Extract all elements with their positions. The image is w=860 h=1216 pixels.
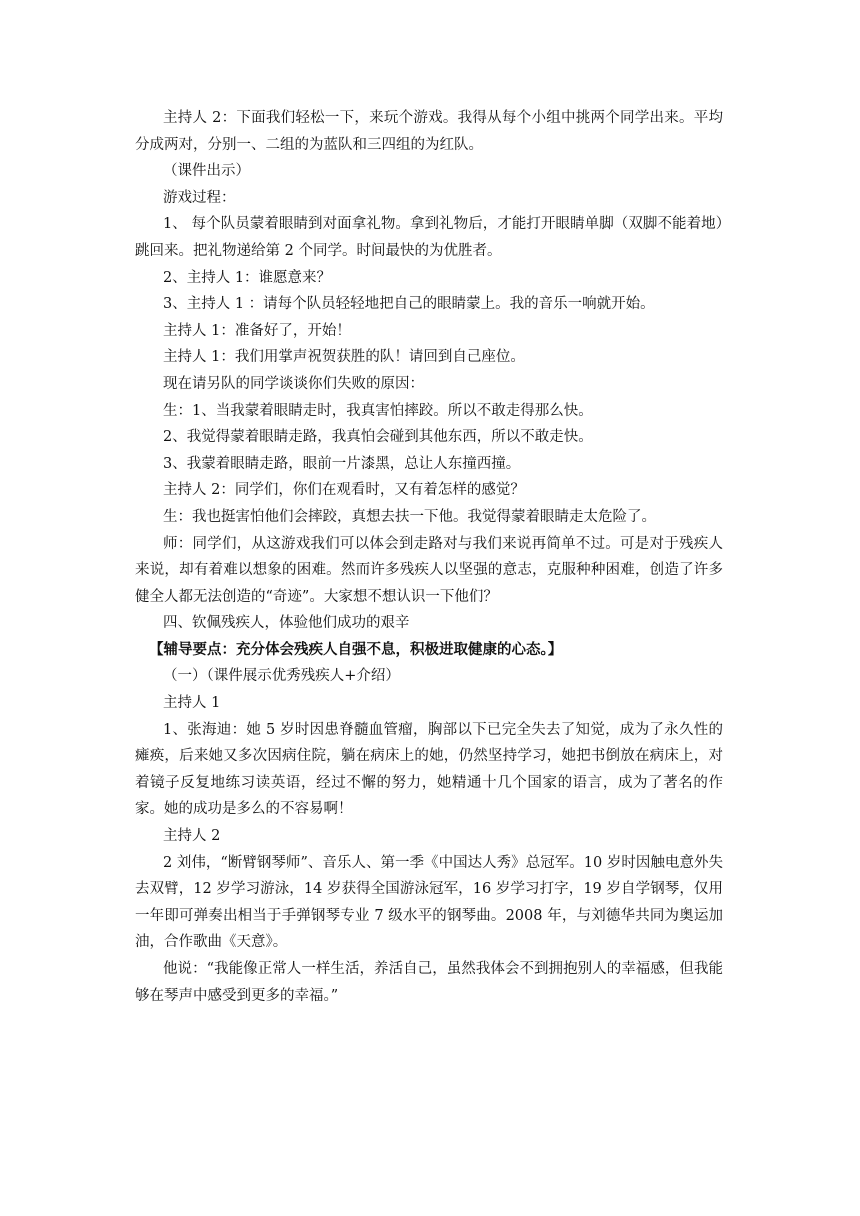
paragraph-student-answer-3: 3、我蒙着眼睛走路，眼前一片漆黑，总让人东撞西撞。 bbox=[163, 455, 521, 472]
paragraph-host2-label: 主持人 2 bbox=[163, 828, 221, 845]
paragraph-courseware-show: （课件出示） bbox=[163, 163, 250, 180]
paragraph-teacher-summary: 师：同学们，从这游戏我们可以体会到走路对与我们来说再简单不过。可是对于残疾人来说，却有着难以想象的困难。然而许多残疾人以坚强的意志，克服种种困难，创造了许多健全人都无法创造的“奇迹”。大家想不想认识一下他们？ bbox=[135, 535, 723, 605]
paragraph-game-rule-2: 2、主持人 1：谁愿意来？ bbox=[163, 269, 332, 286]
document-body bbox=[135, 105, 723, 1009]
paragraph-student-feeling: 生：我也挺害怕他们会摔跤，真想去扶一下他。我觉得蒙着眼睛走太危险了。 bbox=[163, 508, 656, 525]
paragraph-game-rule-1: 1、 每个队员蒙着眼睛到对面拿礼物。拿到礼物后，才能打开眼睛单脚（双脚不能着地）跳回来。把礼物递给第 2 个同学。时间最快的为优胜者。 bbox=[135, 216, 723, 259]
guidance-key-points: 【辅导要点：充分体会残疾人自强不息，积极进取健康的心态。】 bbox=[149, 640, 563, 658]
paragraph-host1-start: 主持人 1：准备好了，开始！ bbox=[163, 322, 351, 339]
paragraph-game-process-heading: 游戏过程： bbox=[163, 189, 236, 206]
paragraph-host2-game-intro: 主持人 2：下面我们轻松一下，来玩个游戏。我得从每个小组中挑两个同学出来。平均分成两对，分别一、二组的为蓝队和三四组的为红队。 bbox=[135, 110, 723, 153]
paragraph-zhang-haidi: 1、张海迪：她 5 岁时因患脊髓血管瘤，胸部以下已完全失去了知觉，成为了永久性的瘫痪，后来她又多次因病住院，躺在病床上的她，仍然坚持学习，她把书倒放在病床上，对着镜子反复地练习读英语，经过不懈的努力，她精通十几个国家的语言，成为了著名的作家。她的成功是多么的不容易啊！ bbox=[135, 721, 723, 818]
paragraph-courseware-intro: （一）（课件展示优秀残疾人+介绍） bbox=[163, 668, 400, 685]
paragraph-liu-wei: 2 刘伟，“断臂钢琴师”、音乐人、第一季《中国达人秀》总冠军。10 岁时因触电意外失去双臂，12 岁学习游泳，14 岁获得全国游泳冠军，16 岁学习打字，19 岁自学钢琴，仅用一年即可弹奏出相当于手弹钢琴专业 7 级水平的钢琴曲。2008 年，与刘德华共同为奥运加油，合作歌曲《天意》。 bbox=[135, 854, 723, 951]
paragraph-other-team-prompt: 现在请另队的同学谈谈你们失败的原因： bbox=[163, 375, 424, 392]
section-heading-four: 四、钦佩残疾人，体验他们成功的艰辛 bbox=[163, 615, 410, 632]
paragraph-liu-wei-quote: 他说：“我能像正常人一样生活，养活自己，虽然我体会不到拥抱别人的幸福感，但我能够在琴声中感受到更多的幸福。” bbox=[135, 961, 723, 1004]
paragraph-student-answer-1: 生：1、当我蒙着眼睛走时，我真害怕摔跤。所以不敢走得那么快。 bbox=[163, 402, 593, 419]
paragraph-game-rule-3: 3、主持人 1 ：请每个队员轻轻地把自己的眼睛蒙上。我的音乐一响就开始。 bbox=[163, 296, 655, 313]
paragraph-host1-congrats: 主持人 1：我们用掌声祝贺获胜的队！请回到自己座位。 bbox=[163, 349, 525, 366]
paragraph-host1-label: 主持人 1 bbox=[163, 695, 221, 712]
paragraph-student-answer-2: 2、我觉得蒙着眼睛走路，我真怕会碰到其他东西，所以不敢走快。 bbox=[163, 429, 593, 446]
paragraph-host2-question: 主持人 2：同学们，你们在观看时，又有着怎样的感觉？ bbox=[163, 482, 525, 499]
